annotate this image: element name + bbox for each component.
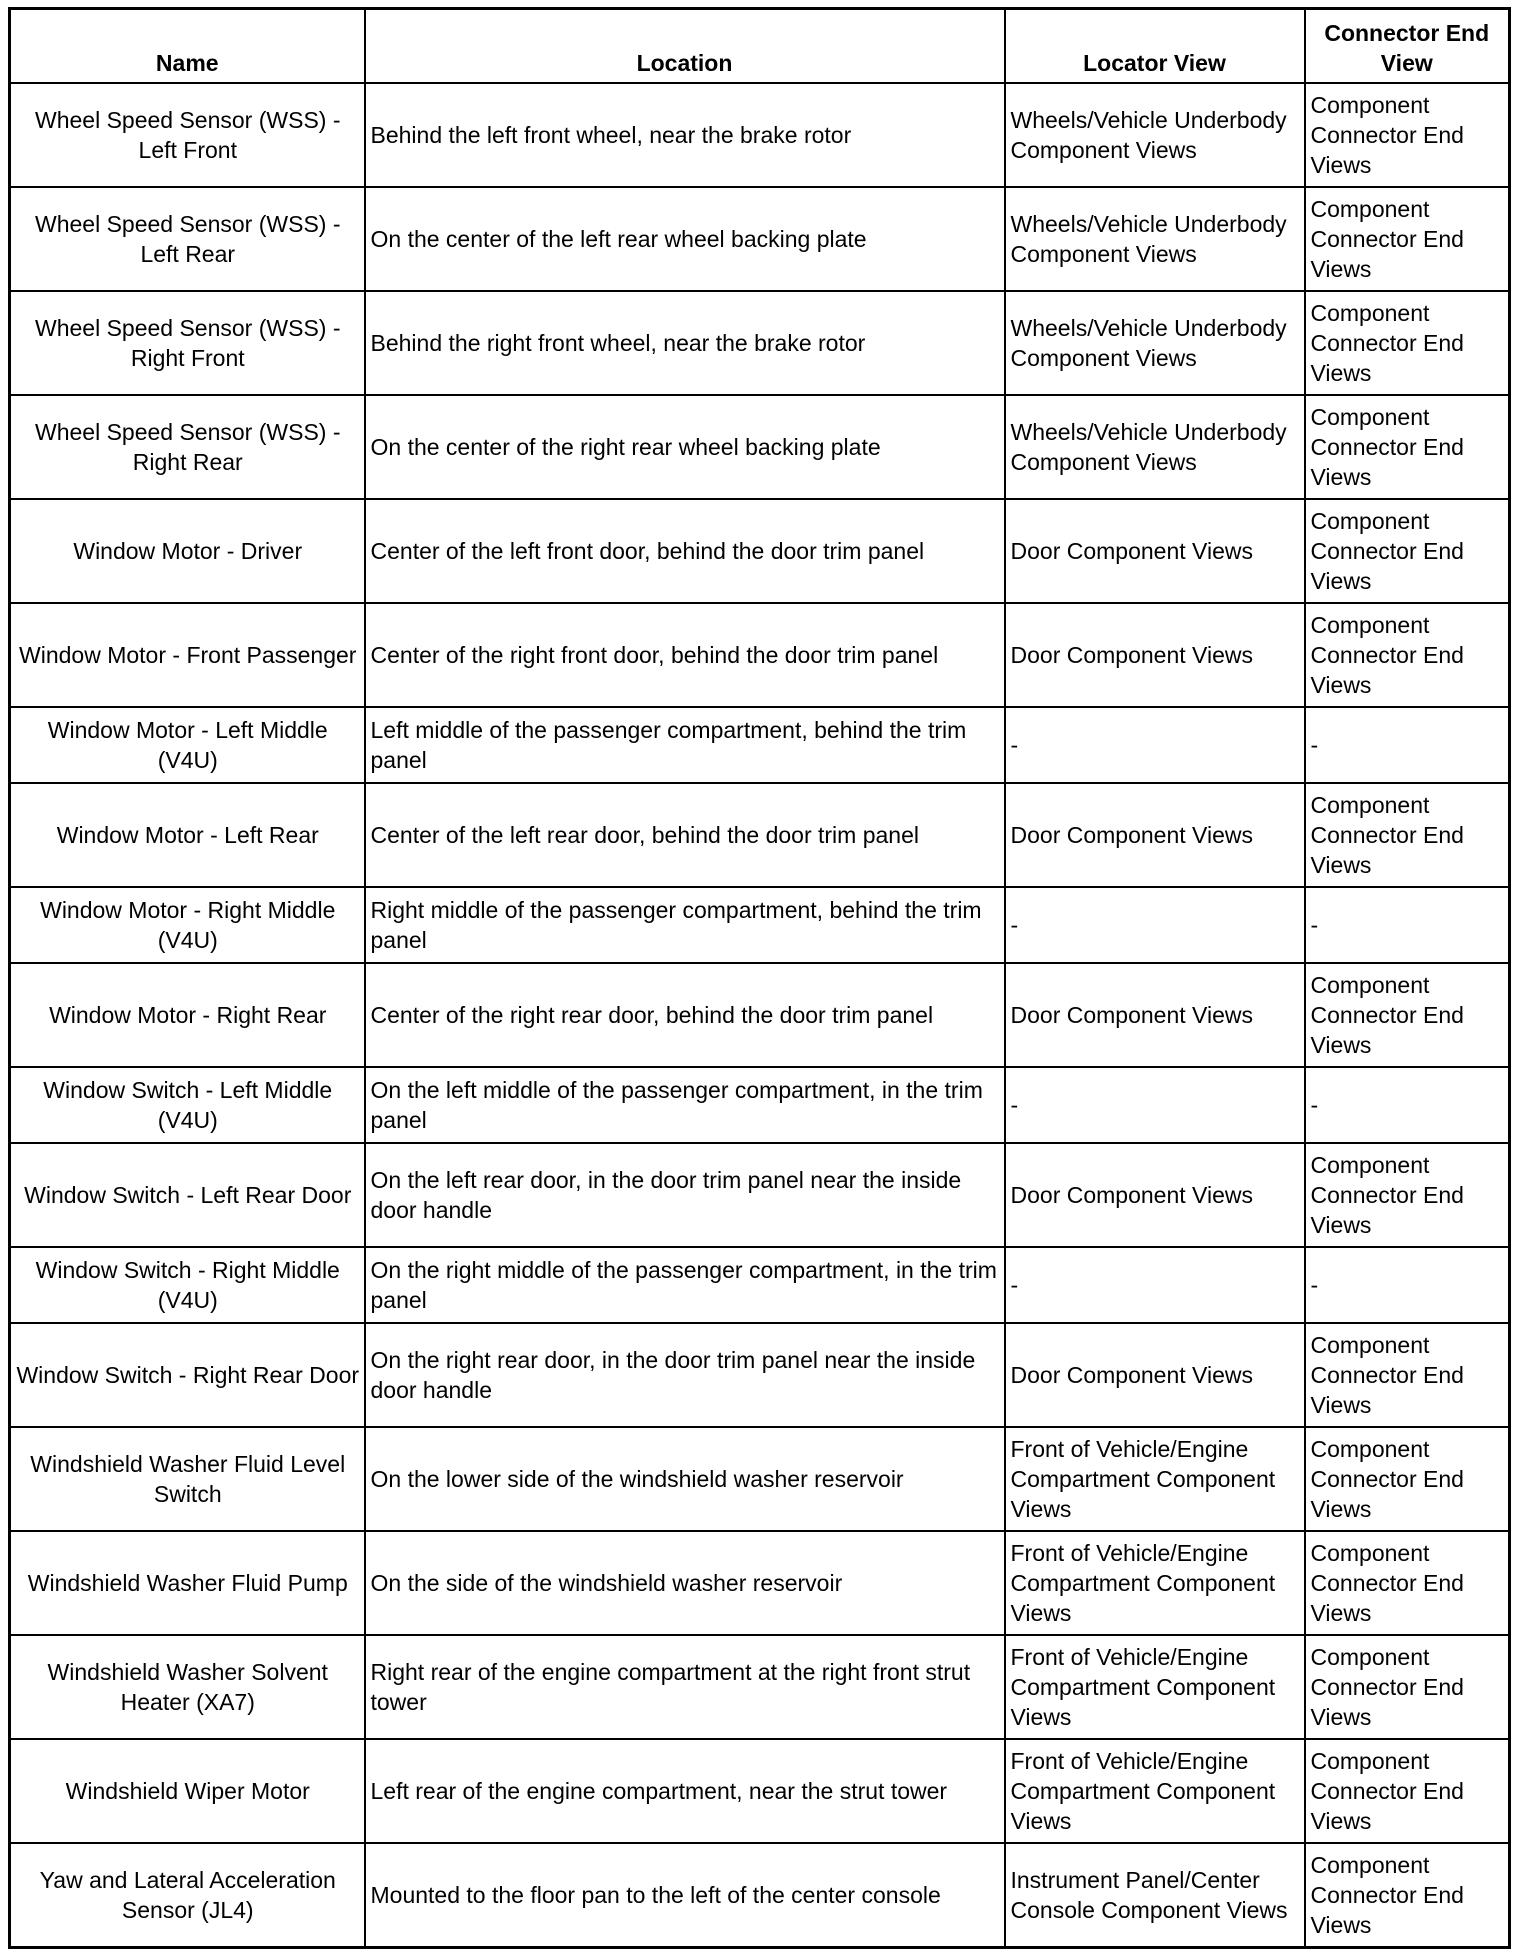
cell-connector-end-view: Component Connector End Views <box>1305 83 1510 187</box>
cell-name: Window Switch - Left Middle (V4U) <box>10 1067 365 1143</box>
cell-connector-end-view: Component Connector End Views <box>1305 1531 1510 1635</box>
header-connector-end-view: Connector End View <box>1305 9 1510 84</box>
table-row <box>10 1323 1510 1427</box>
cell-connector-end-view: Component Connector End Views <box>1305 1427 1510 1531</box>
cell-location: On the lower side of the windshield washer reservoir <box>365 1427 1005 1531</box>
cell-locator-view: Wheels/Vehicle Underbody Component Views <box>1005 187 1305 291</box>
cell-location: On the right middle of the passenger compartment, in the trim panel <box>365 1247 1005 1323</box>
header-locator-view: Locator View <box>1005 9 1305 84</box>
header-location: Location <box>365 9 1005 84</box>
table-row <box>10 395 1510 499</box>
table-row <box>10 1635 1510 1739</box>
cell-location: On the center of the left rear wheel backing plate <box>365 187 1005 291</box>
cell-connector-end-view: Component Connector End Views <box>1305 603 1510 707</box>
cell-name: Windshield Wiper Motor <box>10 1739 365 1843</box>
header-row <box>10 9 1510 84</box>
cell-connector-end-view: Component Connector End Views <box>1305 963 1510 1067</box>
cell-location: Center of the right front door, behind the door trim panel <box>365 603 1005 707</box>
cell-locator-view: - <box>1005 707 1305 783</box>
table-row <box>10 603 1510 707</box>
cell-location: On the center of the right rear wheel backing plate <box>365 395 1005 499</box>
cell-locator-view: Door Component Views <box>1005 783 1305 887</box>
table-row <box>10 1739 1510 1843</box>
cell-connector-end-view: Component Connector End Views <box>1305 187 1510 291</box>
cell-location: On the left middle of the passenger compartment, in the trim panel <box>365 1067 1005 1143</box>
cell-connector-end-view: - <box>1305 1247 1510 1323</box>
cell-name: Window Motor - Front Passenger <box>10 603 365 707</box>
cell-locator-view: Wheels/Vehicle Underbody Component Views <box>1005 83 1305 187</box>
cell-location: On the side of the windshield washer reservoir <box>365 1531 1005 1635</box>
cell-connector-end-view: Component Connector End Views <box>1305 1635 1510 1739</box>
cell-name: Window Motor - Left Middle (V4U) <box>10 707 365 783</box>
cell-connector-end-view: - <box>1305 1067 1510 1143</box>
cell-locator-view: Door Component Views <box>1005 603 1305 707</box>
table-row <box>10 963 1510 1067</box>
table-row <box>10 887 1510 963</box>
cell-locator-view: Front of Vehicle/Engine Compartment Component Views <box>1005 1739 1305 1843</box>
cell-location: Center of the left front door, behind the door trim panel <box>365 499 1005 603</box>
table-row <box>10 1247 1510 1323</box>
cell-connector-end-view: Component Connector End Views <box>1305 1843 1510 1948</box>
cell-location: Behind the left front wheel, near the brake rotor <box>365 83 1005 187</box>
cell-locator-view: Instrument Panel/Center Console Component Views <box>1005 1843 1305 1948</box>
cell-locator-view: Wheels/Vehicle Underbody Component Views <box>1005 291 1305 395</box>
cell-location: On the left rear door, in the door trim panel near the inside door handle <box>365 1143 1005 1247</box>
cell-name: Window Switch - Right Middle (V4U) <box>10 1247 365 1323</box>
table-row <box>10 499 1510 603</box>
cell-connector-end-view: Component Connector End Views <box>1305 1739 1510 1843</box>
cell-name: Wheel Speed Sensor (WSS) - Right Front <box>10 291 365 395</box>
cell-name: Window Motor - Driver <box>10 499 365 603</box>
cell-location: Center of the right rear door, behind the door trim panel <box>365 963 1005 1067</box>
table-row <box>10 1067 1510 1143</box>
component-locator-table <box>8 7 1511 1949</box>
cell-name: Window Switch - Right Rear Door <box>10 1323 365 1427</box>
table-row <box>10 187 1510 291</box>
cell-connector-end-view: Component Connector End Views <box>1305 1143 1510 1247</box>
cell-connector-end-view: - <box>1305 707 1510 783</box>
table-row <box>10 1531 1510 1635</box>
cell-name: Window Motor - Right Rear <box>10 963 365 1067</box>
cell-name: Window Motor - Left Rear <box>10 783 365 887</box>
cell-location: Behind the right front wheel, near the brake rotor <box>365 291 1005 395</box>
cell-name: Window Switch - Left Rear Door <box>10 1143 365 1247</box>
cell-locator-view: Wheels/Vehicle Underbody Component Views <box>1005 395 1305 499</box>
cell-connector-end-view: Component Connector End Views <box>1305 395 1510 499</box>
cell-locator-view: Door Component Views <box>1005 1323 1305 1427</box>
cell-locator-view: Door Component Views <box>1005 499 1305 603</box>
table-row <box>10 1427 1510 1531</box>
cell-connector-end-view: Component Connector End Views <box>1305 783 1510 887</box>
cell-location: On the right rear door, in the door trim panel near the inside door handle <box>365 1323 1005 1427</box>
cell-location: Left middle of the passenger compartment, behind the trim panel <box>365 707 1005 783</box>
header-name: Name <box>10 9 365 84</box>
cell-location: Center of the left rear door, behind the door trim panel <box>365 783 1005 887</box>
table-row <box>10 707 1510 783</box>
cell-location: Right rear of the engine compartment at the right front strut tower <box>365 1635 1005 1739</box>
document-page <box>8 7 1508 1949</box>
cell-name: Yaw and Lateral Acceleration Sensor (JL4) <box>10 1843 365 1948</box>
cell-locator-view: - <box>1005 1247 1305 1323</box>
cell-connector-end-view: Component Connector End Views <box>1305 499 1510 603</box>
cell-location: Mounted to the floor pan to the left of the center console <box>365 1843 1005 1948</box>
cell-connector-end-view: Component Connector End Views <box>1305 1323 1510 1427</box>
cell-location: Right middle of the passenger compartment, behind the trim panel <box>365 887 1005 963</box>
cell-locator-view: Door Component Views <box>1005 1143 1305 1247</box>
table-row <box>10 83 1510 187</box>
cell-locator-view: Door Component Views <box>1005 963 1305 1067</box>
cell-name: Window Motor - Right Middle (V4U) <box>10 887 365 963</box>
cell-name: Wheel Speed Sensor (WSS) - Left Front <box>10 83 365 187</box>
cell-name: Windshield Washer Fluid Level Switch <box>10 1427 365 1531</box>
cell-locator-view: Front of Vehicle/Engine Compartment Component Views <box>1005 1427 1305 1531</box>
table-row <box>10 291 1510 395</box>
cell-name: Windshield Washer Fluid Pump <box>10 1531 365 1635</box>
cell-locator-view: Front of Vehicle/Engine Compartment Component Views <box>1005 1531 1305 1635</box>
cell-locator-view: Front of Vehicle/Engine Compartment Component Views <box>1005 1635 1305 1739</box>
cell-name: Wheel Speed Sensor (WSS) - Right Rear <box>10 395 365 499</box>
table-row <box>10 783 1510 887</box>
cell-locator-view: - <box>1005 1067 1305 1143</box>
cell-location: Left rear of the engine compartment, near the strut tower <box>365 1739 1005 1843</box>
table-row <box>10 1143 1510 1247</box>
cell-locator-view: - <box>1005 887 1305 963</box>
cell-connector-end-view: - <box>1305 887 1510 963</box>
cell-name: Windshield Washer Solvent Heater (XA7) <box>10 1635 365 1739</box>
cell-connector-end-view: Component Connector End Views <box>1305 291 1510 395</box>
cell-name: Wheel Speed Sensor (WSS) - Left Rear <box>10 187 365 291</box>
table-row <box>10 1843 1510 1948</box>
